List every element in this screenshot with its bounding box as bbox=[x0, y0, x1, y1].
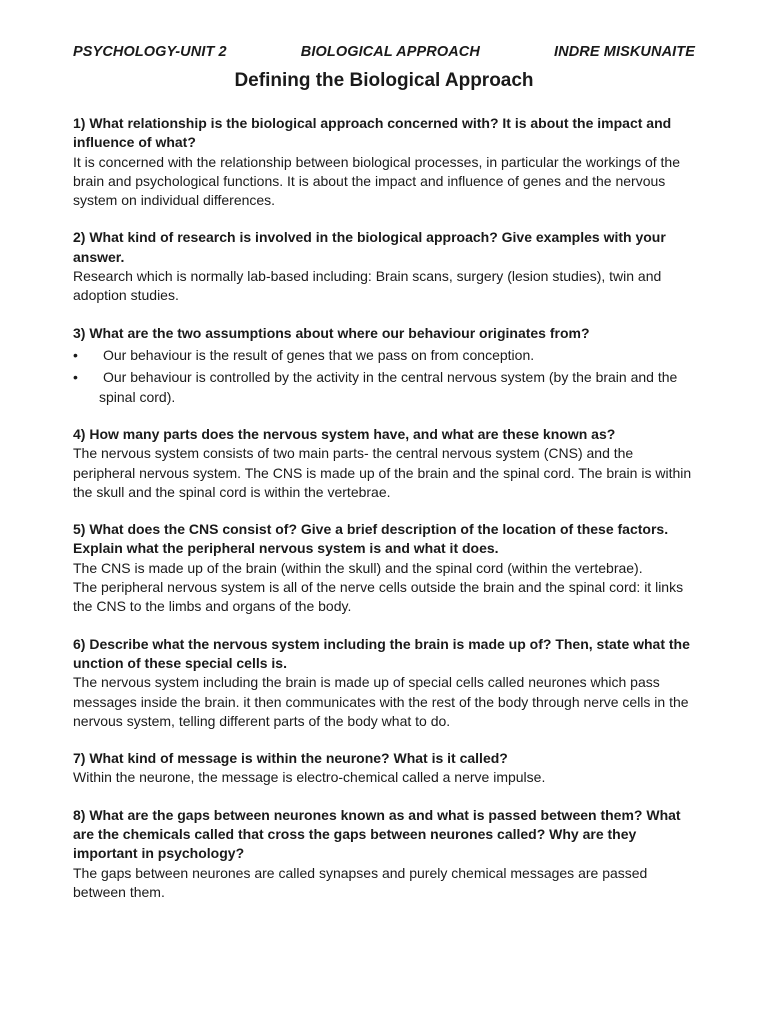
answer-continued: The peripheral nervous system is all of the nerve cells outside the brain and the spinal cord: it links the CNS to the limbs and organs of the body. bbox=[73, 579, 684, 615]
question: 6) Describe what the nervous system including the brain is made up of? Then, state what the unction of these special cells is. bbox=[73, 635, 690, 671]
document-page bbox=[73, 44, 695, 920]
answer: Within the neurone, the message is electro-chemical called a nerve impulse. bbox=[73, 769, 546, 786]
qa-item-7 bbox=[73, 749, 695, 788]
qa-item-2 bbox=[73, 228, 695, 305]
question: 4) How many parts does the nervous system have, and what are these known as? bbox=[73, 425, 616, 442]
bullet-item bbox=[73, 345, 695, 365]
answer: The gaps between neurones are called synapses and purely chemical messages are passed between them. bbox=[73, 864, 648, 900]
answer: It is concerned with the relationship between biological processes, in particular the workings of the brain and psychological functions. It is about the impact and influence of genes and the nervous system on individual differences. bbox=[73, 153, 680, 209]
answer: The nervous system including the brain is made up of special cells called neurones which pass messages inside the brain. it then communicates with the rest of the body through nerve cells in the nervous system, telling different parts of the body what to do. bbox=[73, 674, 689, 729]
question: 5) What does the CNS consist of? Give a brief description of the location of these factors. Explain what the peripheral nervous system is and what it does. bbox=[73, 521, 669, 557]
bullet-text: Our behaviour is controlled by the activity in the central nervous system (by the brain and the spinal cord). bbox=[99, 368, 678, 405]
bullet-item bbox=[73, 367, 695, 407]
header-unit: PSYCHOLOGY-UNIT 2 bbox=[73, 44, 227, 60]
qa-item-1 bbox=[73, 114, 695, 210]
page-header bbox=[73, 44, 695, 60]
qa-item-3 bbox=[73, 324, 695, 407]
question: 3) What are the two assumptions about where our behaviour originates from? bbox=[73, 324, 590, 341]
question: 7) What kind of message is within the neurone? What is it called? bbox=[73, 750, 508, 767]
page-title: Defining the Biological Approach bbox=[234, 70, 534, 91]
answer: The CNS is made up of the brain (within the skull) and the spinal cord (within the vertebrae). bbox=[73, 559, 643, 576]
bullet-list bbox=[73, 345, 695, 407]
question: 8) What are the gaps between neurones known as and what is passed between them? What are the chemicals called that cross the gaps between neurones called? Why are they important in psychology? bbox=[73, 806, 681, 862]
qa-item-6 bbox=[73, 635, 695, 731]
bullet-icon: • bbox=[73, 346, 78, 363]
question: 1) What relationship is the biological approach concerned with? It is about the impact and influence of what? bbox=[73, 115, 672, 151]
header-topic: BIOLOGICAL APPROACH bbox=[300, 44, 480, 60]
qa-item-4 bbox=[73, 425, 695, 502]
qa-item-8 bbox=[73, 806, 695, 902]
answer: The nervous system consists of two main parts- the central nervous system (CNS) and the peripheral nervous system. The CNS is made up of the brain and the spinal cord. The brain is within the skull and the spinal cord is within the vertebrae. bbox=[73, 445, 692, 500]
answer: Research which is normally lab-based including: Brain scans, surgery (lesion studies), twin and adoption studies. bbox=[73, 268, 662, 304]
question: 2) What kind of research is involved in the biological approach? Give examples with your answer. bbox=[73, 229, 666, 265]
bullet-text: Our behaviour is the result of genes that we pass on from conception. bbox=[103, 346, 535, 363]
header-author: INDRE MISKUNAITE bbox=[554, 44, 695, 60]
qa-item-5 bbox=[73, 520, 695, 616]
bullet-icon: • bbox=[73, 368, 78, 385]
